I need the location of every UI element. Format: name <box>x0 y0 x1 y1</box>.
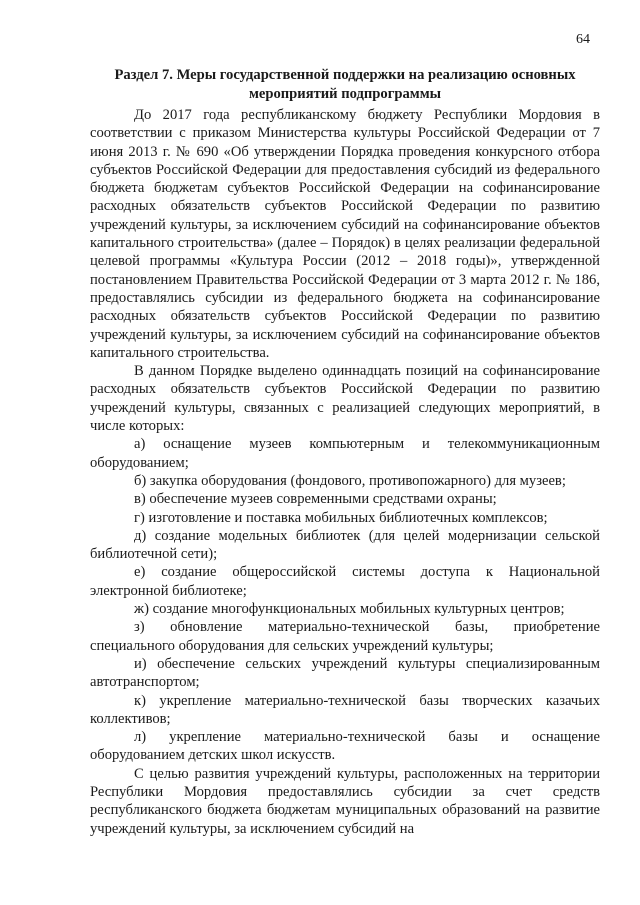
section-heading-line-2: мероприятий подпрограммы <box>248 86 442 102</box>
list-item: з) обновление материально-технической базы, приобретение специального оборудования для сельских учреждений культуры; <box>90 619 600 654</box>
list-item: б) закупка оборудования (фондового, противопожарного) для музеев; <box>134 472 566 489</box>
list-item: ж) создание многофункциональных мобильных культурных центров; <box>134 601 565 618</box>
section-heading <box>90 66 600 104</box>
list-item: и) обеспечение сельских учреждений культуры специализированным автотранспортом; <box>90 655 600 691</box>
list-item: к) укрепление материально-технической базы творческих казачьих коллективов; <box>90 692 600 727</box>
list-item: д) создание модельных библиотек (для целей модернизации сельской библиотечной сети); <box>90 527 600 563</box>
paragraph: В данном Порядке выделено одиннадцать позиций на софинансирование расходных обязательств субъектов Российской Федерации по развитию учреждений культуры, связанных с реализацией следующих мероприятий, в числе которых: <box>90 363 600 435</box>
list-item: л) укрепление материально-технической базы и оснащение оборудованием детских школ искусств. <box>90 729 600 764</box>
paragraph: С целью развития учреждений культуры, расположенных на территории Республики Мордовия предоставлялись субсидии за счет средств республиканского бюджета бюджетам муниципальных образований на развитие учреждений культуры, за исключением субсидий на <box>90 765 600 837</box>
list-item: в) обеспечение музеев современными средствами охраны; <box>134 491 497 508</box>
list-item: а) оснащение музеев компьютерным и телекоммуникационным оборудованием; <box>90 436 600 471</box>
paragraph: До 2017 года республиканскому бюджету Республики Мордовия в соответствии с приказом Министерства культуры Российской Федерации от 7 июня 2013 г. № 690 «Об утверждении Порядка проведения конкурсного отбора субъектов Российской Федерации для предоставления субсидий из федерального бюджета бюджетам субъектов Российской Федерации на софинансирование расходных обязательств субъектов Российской Федерации по развитию учреждений культуры, за исключением субсидий на софинансирование объектов капитального строительства» (далее – Порядок) в целях реализации федеральной целевой программы «Культура России (2012 – 2018 годы)», утвержденной постановлением Правительства Российской Федерации от 3 марта 2012 г. № 186, предоставлялись субсидии из федерального бюджета на софинансирование расходных обязательств субъектов Российской Федерации по развитию учреждений культуры, за исключением субсидий на софинансирование объектов капитального строительства. <box>90 107 600 361</box>
page-number: 64 <box>576 32 590 47</box>
document-body <box>90 106 600 838</box>
list-item: г) изготовление и поставка мобильных библиотечных комплексов; <box>134 509 548 526</box>
section-heading-line-1: Раздел 7. Меры государственной поддержки на реализацию основных <box>114 67 576 83</box>
list-item: е) создание общероссийской системы доступа к Национальной электронной библиотеке; <box>90 564 600 599</box>
